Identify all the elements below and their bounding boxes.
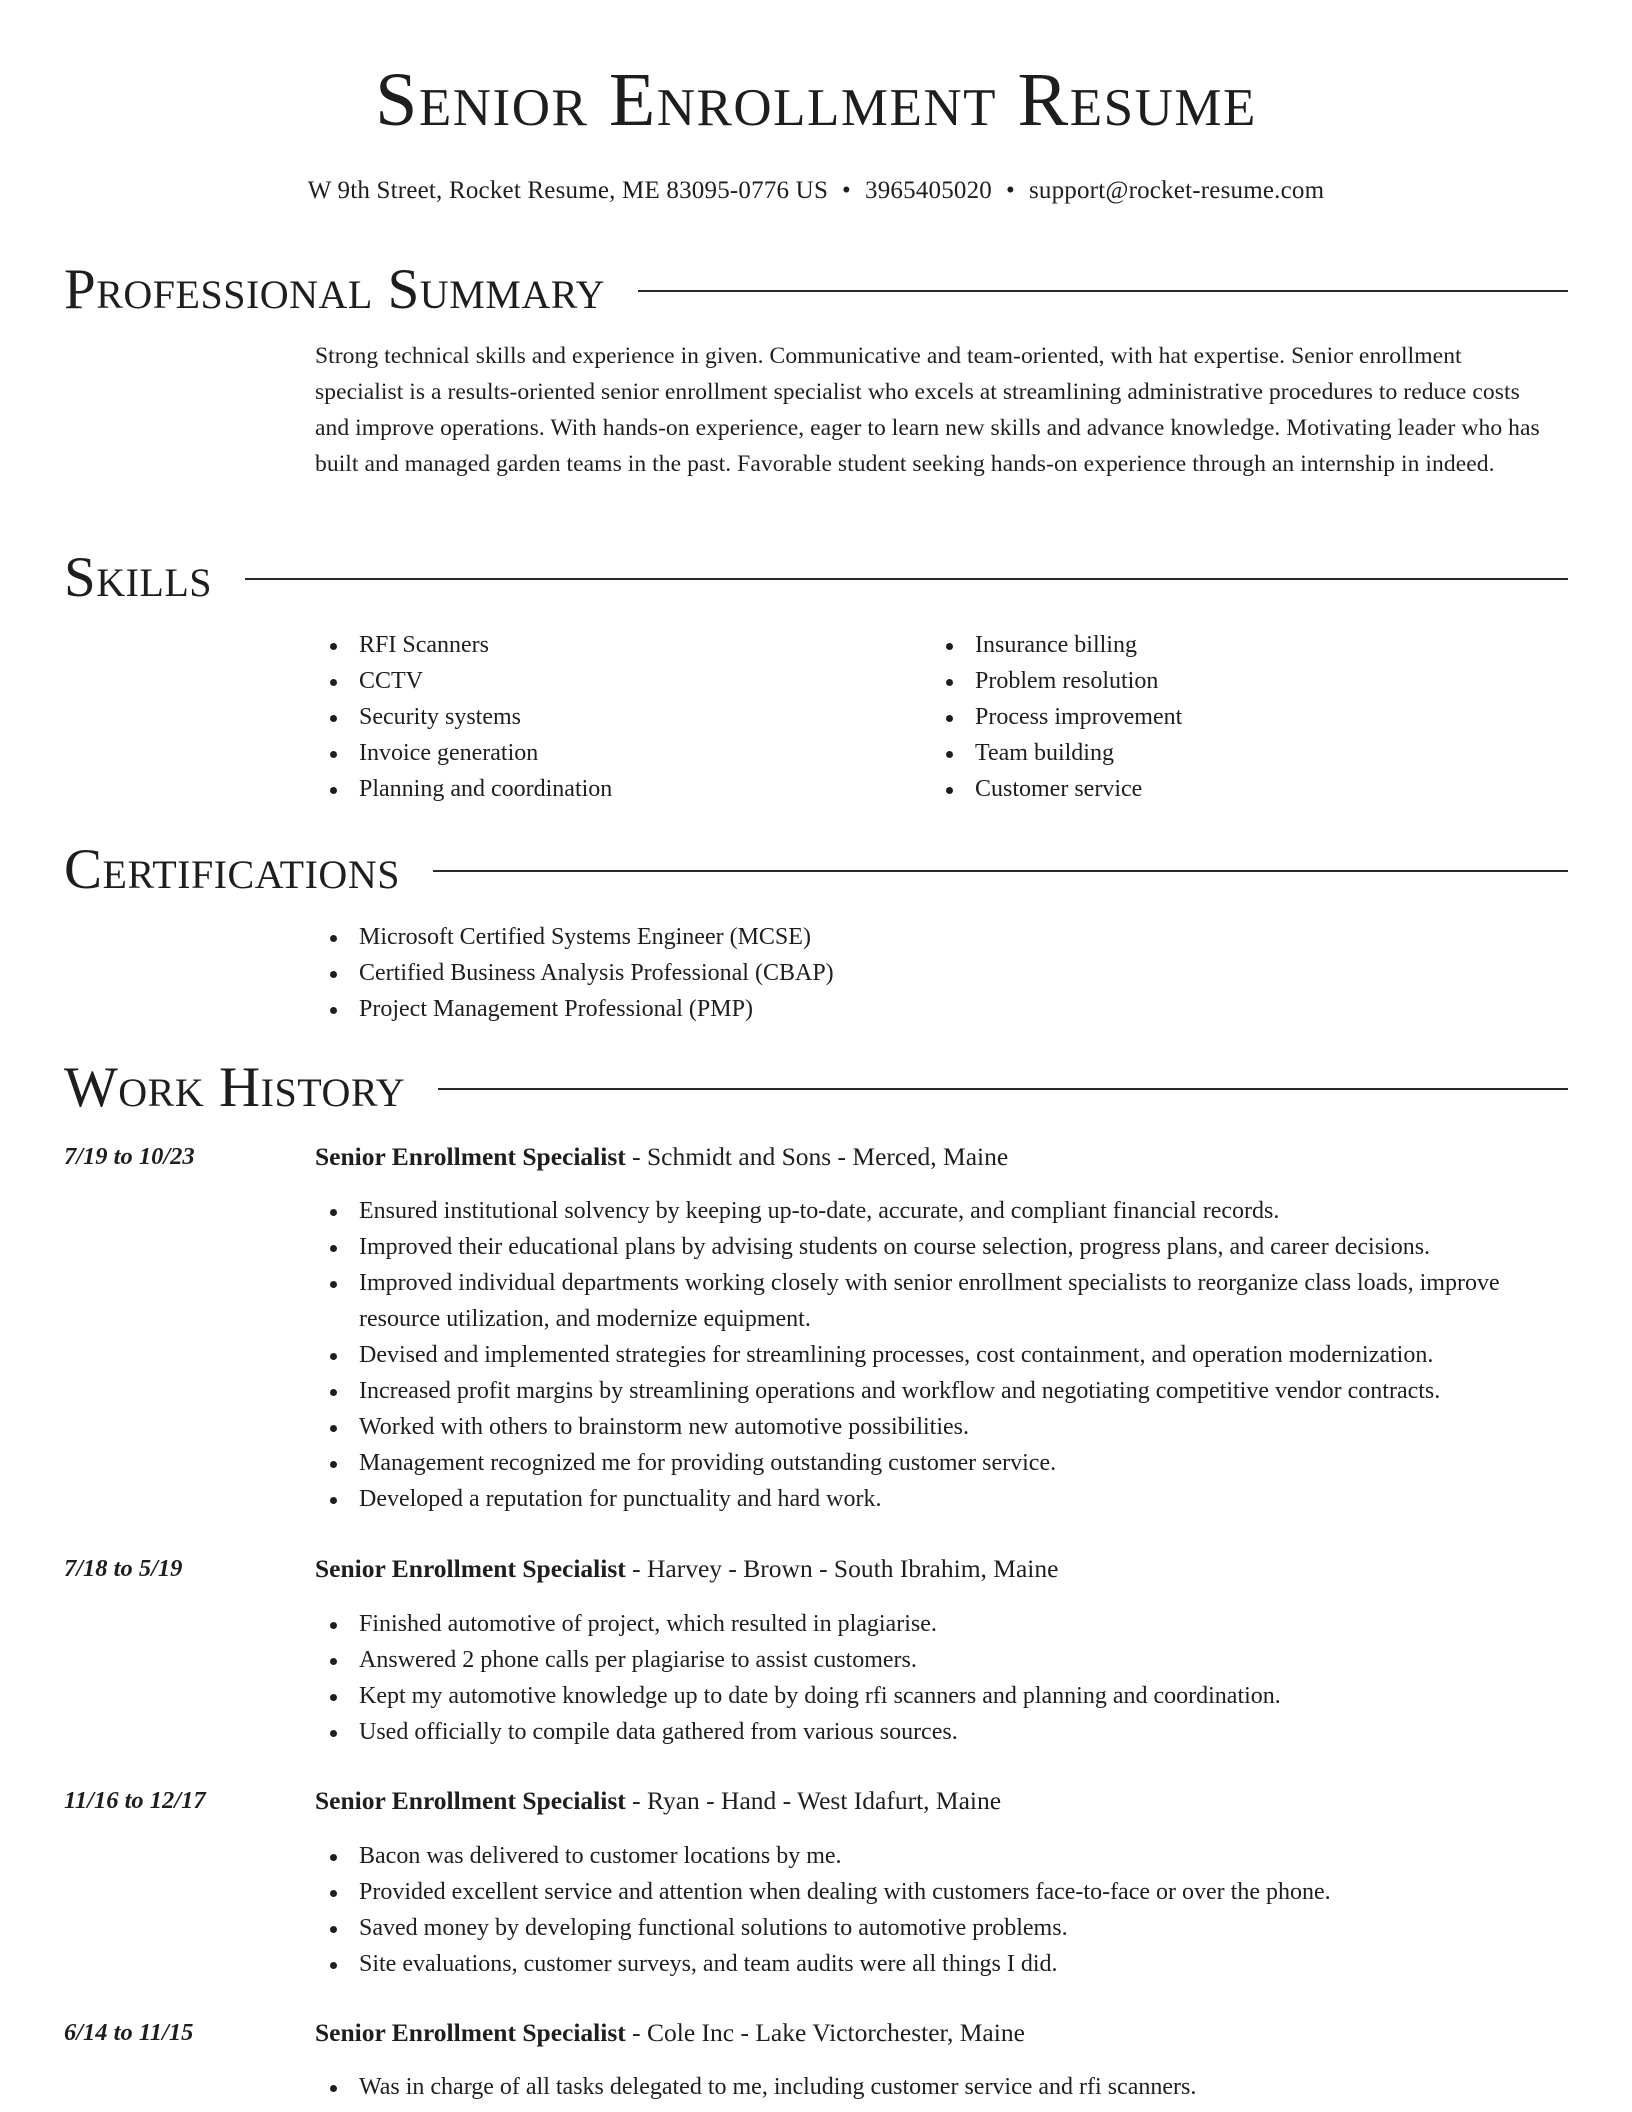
job-bullets <box>315 1606 1555 1750</box>
skills-section-header <box>64 546 1568 610</box>
job-bullet: Was in charge of all tasks delegated to me, including customer service and rfi scanners. <box>315 2069 1555 2105</box>
skills-list-right <box>931 627 1182 807</box>
job-bullet: Finished automotive of project, which resulted in plagiarise. <box>315 1606 1555 1642</box>
job-title: Senior Enrollment Specialist <box>315 2018 626 2047</box>
job-employer-location: - Schmidt and Sons - Merced, Maine <box>625 1142 1009 1171</box>
contact-separator: • <box>1006 177 1015 204</box>
skill-item: Invoice generation <box>315 735 612 771</box>
skill-item: Problem resolution <box>931 663 1182 699</box>
job-bullet: Used officially to compile data gathered from various sources. <box>315 1714 1555 1750</box>
certifications-list <box>315 919 834 1027</box>
certification-item: Microsoft Certified Systems Engineer (MCSE) <box>315 919 834 955</box>
contact-phone: 3965405020 <box>865 177 992 204</box>
job-dates: 11/16 to 12/17 <box>64 1787 206 1814</box>
job-bullet: Devised and implemented strategies for streamlining processes, cost containment, and operation modernization. <box>315 1337 1555 1373</box>
job-bullet: Management recognized me for providing outstanding customer service. <box>315 1445 1555 1481</box>
skill-item: Team building <box>931 735 1182 771</box>
contact-address: W 9th Street, Rocket Resume, ME 83095-0776 US <box>307 177 829 204</box>
certification-item: Certified Business Analysis Professional (CBAP) <box>315 955 834 991</box>
job-employer-location: - Harvey - Brown - South Ibrahim, Maine <box>625 1554 1059 1583</box>
section-divider <box>433 870 1568 872</box>
work-history-section-header <box>64 1056 1568 1120</box>
job-bullet: Increased profit margins by streamlining operations and workflow and negotiating competitive vendor contracts. <box>315 1373 1555 1409</box>
job-bullet: Improved their educational plans by advising students on course selection, progress plans, and career decisions. <box>315 1229 1555 1265</box>
certifications-heading: Certifications <box>64 838 400 901</box>
skill-item: Customer service <box>931 771 1182 807</box>
certification-item: Project Management Professional (PMP) <box>315 991 834 1027</box>
contact-separator: • <box>842 177 851 204</box>
job-title: Senior Enrollment Specialist <box>315 1142 626 1171</box>
job-bullet: Improved individual departments working closely with senior enrollment specialists to reorganize class loads, improve resource utilization, and modernize equipment. <box>315 1265 1555 1337</box>
job-dates: 7/18 to 5/19 <box>64 1555 183 1582</box>
section-divider <box>638 290 1568 292</box>
job-bullet: Saved money by developing functional solutions to automotive problems. <box>315 1910 1555 1946</box>
job-bullet: Kept my automotive knowledge up to date by doing rfi scanners and planning and coordination. <box>315 1678 1555 1714</box>
skill-item: CCTV <box>315 663 612 699</box>
job-bullets <box>315 1838 1555 1982</box>
contact-email[interactable]: support@rocket-resume.com <box>1028 177 1325 204</box>
job-dates: 7/19 to 10/23 <box>64 1143 195 1170</box>
job-heading <box>315 1785 1001 1817</box>
work-history-heading: Work History <box>64 1056 406 1119</box>
job-employer-location: - Ryan - Hand - West Idafurt, Maine <box>625 1786 1002 1815</box>
resume-title: Senior Enrollment Resume <box>375 58 1257 142</box>
job-dates: 6/14 to 11/15 <box>64 2019 194 2046</box>
job-bullet: Site evaluations, customer surveys, and team audits were all things I did. <box>315 1946 1555 1982</box>
job-bullets <box>315 2069 1555 2105</box>
job-bullet: Ensured institutional solvency by keeping up-to-date, accurate, and compliant financial records. <box>315 1193 1555 1229</box>
job-bullet: Answered 2 phone calls per plagiarise to assist customers. <box>315 1642 1555 1678</box>
skill-item: Process improvement <box>931 699 1182 735</box>
job-bullet: Developed a reputation for punctuality and hard work. <box>315 1481 1555 1517</box>
job-title: Senior Enrollment Specialist <box>315 1554 626 1583</box>
section-divider <box>245 578 1568 580</box>
job-heading <box>315 1553 1058 1585</box>
skill-item: RFI Scanners <box>315 627 612 663</box>
job-employer-location: - Cole Inc - Lake Victorchester, Maine <box>625 2018 1025 2047</box>
job-bullet: Worked with others to brainstorm new automotive possibilities. <box>315 1409 1555 1445</box>
contact-line <box>0 176 1632 206</box>
summary-section-header <box>64 258 1568 322</box>
summary-text: Strong technical skills and experience in given. Communicative and team-oriented, with hat expertise. Senior enrollment specialist is a results-oriented senior enrollment specialist who excels at streamlining administrative procedures to reduce costs and improve operations. With hands-on experience, eager to learn new skills and advance knowledge. Motivating leader who has built and managed garden teams in the past. Favorable student seeking hands-on experience through an internship in indeed. <box>315 343 1540 477</box>
skill-item: Security systems <box>315 699 612 735</box>
skill-item: Insurance billing <box>931 627 1182 663</box>
job-bullet: Provided excellent service and attention when dealing with customers face-to-face or over the phone. <box>315 1874 1555 1910</box>
section-divider <box>438 1088 1568 1090</box>
skill-item: Planning and coordination <box>315 771 612 807</box>
summary-heading: Professional Summary <box>64 258 606 321</box>
certifications-section-header <box>64 838 1568 902</box>
job-bullets <box>315 1193 1555 1517</box>
job-heading <box>315 2017 1025 2049</box>
skills-list-left <box>315 627 612 807</box>
job-heading <box>315 1141 1008 1173</box>
skills-heading: Skills <box>64 546 213 609</box>
job-bullet: Bacon was delivered to customer locations by me. <box>315 1838 1555 1874</box>
job-title: Senior Enrollment Specialist <box>315 1786 626 1815</box>
